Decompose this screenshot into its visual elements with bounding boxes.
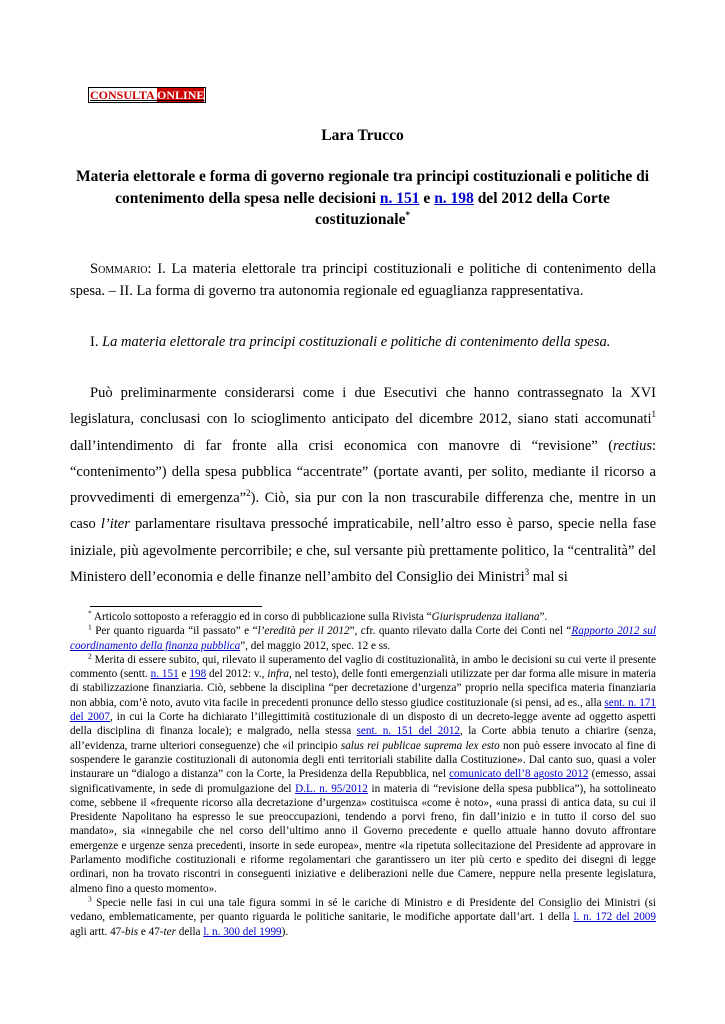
footnote-1	[70, 624, 656, 653]
footnote-text-italic: ter	[163, 925, 176, 938]
body-text: ). Ciò, sia pur con la non trascurabile differenza che, mentre in un caso	[70, 490, 656, 533]
link-sent-151[interactable]: n. 151	[150, 668, 179, 681]
body-text-italic: l’iter	[100, 516, 130, 533]
footnote-text: in materia di “revisione della spesa pubblica”), ha sottolineato come, sebbene il «frequente ricorso alla decretazione d’urgenza» costituisca «come è noto», «una prassi di antica data, su cui il Presidente Napolitano ha espresso le sue preoccupazioni, tendendo a porvi freno, fin dall’inizio e in tutto il corso del suo mandato», sia «innegabile che nel corso dell’ultimo anno il Governo precedente e quello attuale hanno dovuto affrontare emergenze e urgenze senza precedenti, insorte in sede europea», mentre «la ripetuta sollecitazione del Presidente ad approvare in Parlamento modifiche costituzionali e riforme regolamentari che garantissero un iter più certo e spedito dei disegni di legge ordinari, non ha trovato riscontri in conseguenti iniziative e deliberazioni nelle due Camere, neppure nella presente legislatura, almeno fino a questo momento».	[70, 782, 656, 895]
link-rapporto-2012[interactable]: Rapporto 2012 sul coordinamento della finanza pubblica	[70, 625, 656, 652]
consulta-online-logo[interactable]	[88, 87, 206, 103]
title-footnote-mark[interactable]: *	[405, 209, 410, 220]
footnote-mark: 1	[88, 622, 92, 632]
link-l-300-1999[interactable]: l. n. 300 del 1999	[203, 925, 282, 938]
title-text-3: del 2012 della Corte costituzionale	[315, 189, 610, 228]
footnote-text: , in cui la Corte ha dichiarato l’illegittimità costituzionale di un disposto di un decreto-legge avente ad oggetto aspetti della disciplina di finanza locale); e malgrado, nella stessa	[70, 711, 657, 738]
footnote-text: e 47-	[138, 925, 164, 938]
logo-part-online: ONLINE	[157, 88, 205, 102]
footnote-text: , nel testo), delle fonti emergenziali utilizzate per dar forma alle misure in materia di stabilizzazione finanziaria. Ciò, sebbene la disciplina “per decretazione d’urgenza” proprio nella specifica materia finanziaria non abbia, com’è noto, avuto vita facile in precedenti pronunce dello stesso giudice costituzionale (si pensi, ad es., alla	[70, 668, 657, 709]
footnotes	[70, 610, 656, 939]
footnote-text: , la Corte abbia tenuto a chiarire (senza, all’evidenza, trarne ulteriori conseguenze) che «il principio	[70, 725, 656, 752]
footnote-text: Specie nelle fasi in cui una tale figura sommi in sé le cariche di Ministro e di Presidente del Consiglio dei Ministri (si vedano, emblematicamente, per quanto riguarda le politiche sanitarie, le modifiche apportate dall’art. 1 della	[70, 896, 656, 924]
title-text-2: e	[423, 189, 431, 207]
body-text: mal si	[529, 569, 568, 586]
article-title	[70, 166, 655, 231]
footnote-text: ).	[281, 925, 289, 938]
body-paragraph	[70, 380, 656, 590]
link-sent-151-2012[interactable]: sent. n. 151 del 2012	[356, 725, 461, 738]
footnote-text-italic: bis	[125, 925, 139, 938]
section-title: La materia elettorale tra principi costituzionali e politiche di contenimento della spesa.	[102, 334, 611, 350]
footnote-text-italic: infra	[267, 668, 290, 681]
footnote-text: Merita di essere subito, qui, rilevato il superamento del vaglio di costituzionalità, in ambo le decisioni su cui verte il presente commento (sentt.	[70, 653, 656, 681]
link-dl-95-2012[interactable]: D.L. n. 95/2012	[295, 782, 368, 795]
footnote-text: ”, cfr. quanto rilevato dalla Corte dei Conti nel “	[349, 625, 572, 638]
footnote-mark: 3	[88, 894, 92, 904]
footnote-text: della	[175, 925, 204, 938]
footnote-star	[70, 610, 656, 624]
footnote-ref-1[interactable]: 1	[651, 409, 656, 420]
footnote-text: ”.	[539, 611, 548, 623]
title-text-1: Materia elettorale e forma di governo regionale tra principi costituzionali e politiche di contenimento della spesa nelle decisioni	[75, 168, 650, 207]
link-comunicato-8-agosto-2012[interactable]: comunicato dell’8 agosto 2012	[449, 768, 589, 781]
summary-text: : I. La materia elettorale tra principi costituzionali e politiche di contenimento della spesa. – II. La forma di governo tra autonomia regionale ed eguaglianza rappresentativa.	[70, 261, 656, 299]
title-link-n151[interactable]: n. 151	[379, 189, 420, 207]
summary-label: Sommario	[90, 261, 148, 277]
body-text: Può preliminarmente considerarsi come i due Esecutivi che hanno contrassegnato la XVI legislatura, conclusasi con lo scioglimento anticipato del dicembre 2012, siano stati accomunati	[70, 385, 656, 428]
footnote-text: ”, del maggio 2012, spec. 12 e ss.	[240, 639, 391, 652]
footnote-text: Per quanto riguarda “il passato” e “	[91, 625, 258, 638]
section-number: I.	[90, 334, 99, 350]
footnote-ref-2[interactable]: 2	[246, 488, 251, 499]
footnote-mark: *	[88, 608, 92, 618]
footnote-ref-3[interactable]: 3	[524, 567, 530, 578]
footnote-2	[70, 653, 656, 896]
footnote-mark: 2	[88, 651, 92, 661]
body-text: parlamentare risultava pressoché impraticabile, nell’altro esso è parso, specie nella fase iniziale, più agevolmente percorribile; e che, sul versante più prettamente politico, la “centralità” del Ministero dell’economia e delle finanze nell’ambito del Consiglio dei Ministri	[70, 516, 656, 586]
logo-part-consulta: CONSULTA	[90, 88, 155, 102]
footnote-text: non può essere invocato al fine di sospendere le garanzie costituzionali di autonomia degli enti territoriali stabilite dalla Costituzione». Dal canto suo, quasi a voler instaurare un “dialogo a distanza” con la Corte, la Presidenza della Repubblica, nel	[70, 739, 656, 781]
body-text: : “contenimento”) della spesa pubblica “accentrate” (portate avanti, per solito, mediante il ricorso a provvedimenti di emergenza”	[70, 437, 656, 507]
link-sent-198[interactable]: 198	[189, 668, 207, 681]
footnote-3	[70, 896, 656, 939]
link-sent-171-2007[interactable]: sent. n. 171 del 2007	[70, 696, 656, 724]
title-link-n198[interactable]: n. 198	[434, 189, 474, 207]
footnote-text: del 2012: v.,	[206, 668, 268, 681]
body-text-italic: rectius	[613, 437, 652, 454]
footnote-separator	[90, 606, 262, 607]
footnote-text: (emesso, assai significativamente, in sede di promulgazione del	[70, 768, 656, 795]
footnote-text-italic: salus rei publicae suprema lex esto	[340, 739, 500, 752]
link-l-172-2009[interactable]: l. n. 172 del 2009	[573, 911, 656, 924]
summary	[70, 258, 656, 302]
footnote-text-italic: Giurisprudenza italiana	[431, 611, 540, 623]
footnote-text: agli artt. 47-	[70, 925, 125, 938]
footnote-text-italic: l’eredità per il 2012	[257, 625, 350, 638]
footnote-text: Articolo sottoposto a referaggio ed in corso di pubblicazione sulla Rivista “	[91, 611, 432, 623]
section-heading	[90, 334, 656, 351]
footnote-text: e	[178, 668, 190, 681]
author-name: Lara Trucco	[321, 127, 404, 144]
body-text: dall’intendimento di far fronte alla crisi economica con manovre di “revisione” (	[70, 437, 614, 454]
